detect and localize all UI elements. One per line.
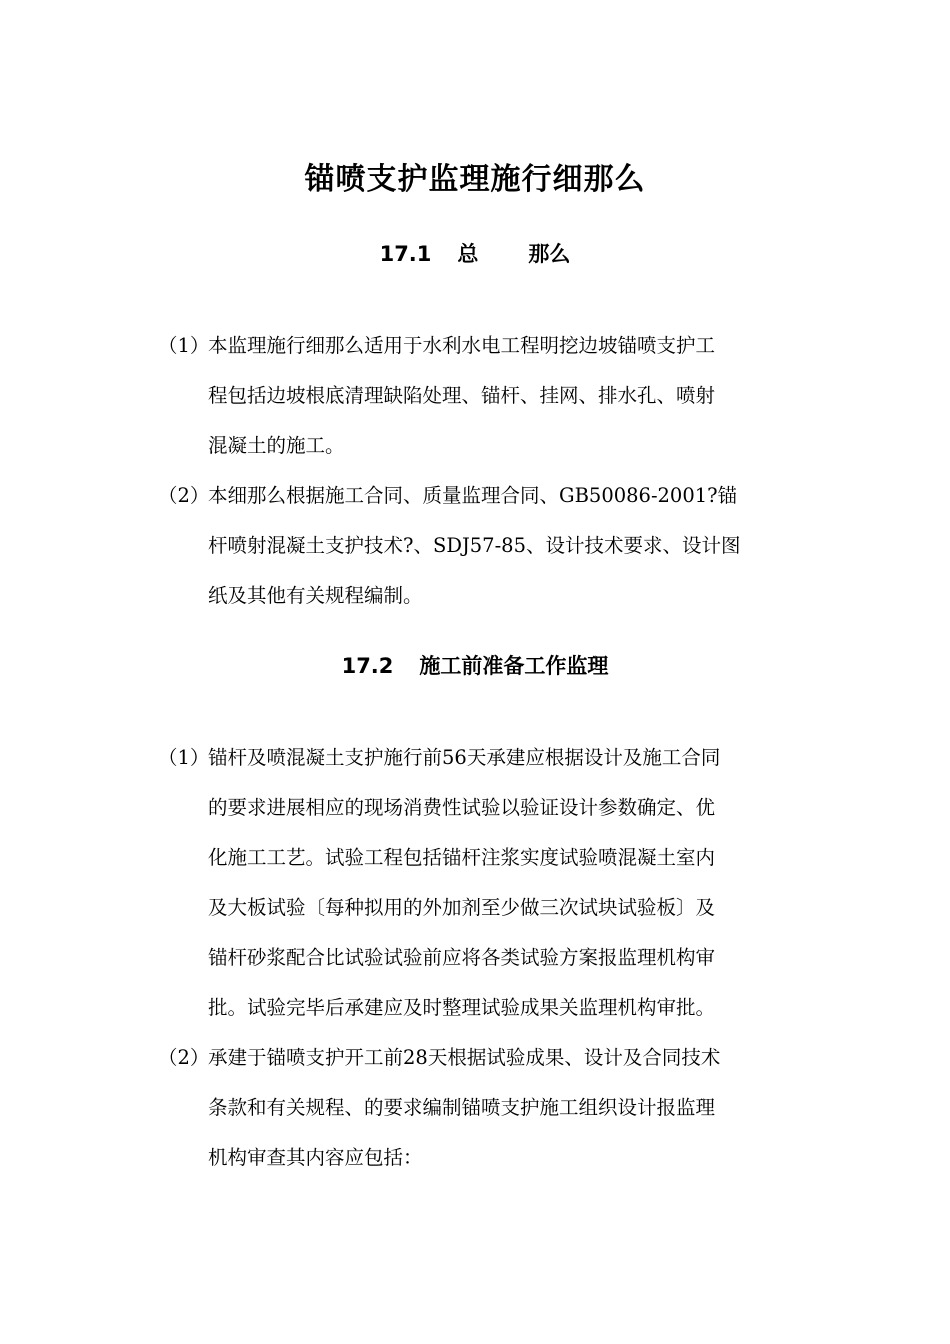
document-title: 锚喷支护监理施行细那么 bbox=[304, 162, 646, 197]
section-number: 17.2 bbox=[341, 654, 394, 678]
section-heading-17-2 bbox=[0, 650, 950, 682]
paragraph-line: 批。试验完毕后承建应及时整理试验成果关监理机构审批。 bbox=[208, 996, 716, 1019]
paragraph-line: 的要求进展相应的现场消费性试验以验证设计参数确定、优 bbox=[208, 796, 716, 819]
paragraph-line: 杆喷射混凝土支护技术?、SDJ57-85、设计技术要求、设计图 bbox=[208, 534, 741, 557]
paragraph-line: 本监理施行细那么适用于水利水电工程明挖边坡锚喷支护工 bbox=[208, 334, 716, 357]
section-heading-part1: 总 bbox=[457, 242, 479, 266]
paragraph-line: 本细那么根据施工合同、质量监理合同、GB50086-2001?锚 bbox=[208, 484, 738, 507]
paragraph-17-2-1 bbox=[158, 733, 808, 1033]
paragraph-line: 承建于锚喷支护开工前28天根据试验成果、设计及合同技术 bbox=[208, 1046, 721, 1069]
list-marker: （1） bbox=[158, 746, 210, 769]
section-heading-text: 施工前准备工作监理 bbox=[419, 654, 609, 678]
paragraph-line: 条款和有关规程、的要求编制锚喷支护施工组织设计报监理 bbox=[208, 1096, 716, 1119]
paragraph-line: 及大板试验〔每种拟用的外加剂至少做三次试块试验板〕及 bbox=[208, 896, 716, 919]
paragraph-17-2-2 bbox=[158, 1033, 808, 1183]
paragraph-line: 化施工工艺。试验工程包括锚杆注浆实度试验喷混凝土室内 bbox=[208, 846, 716, 869]
section-number: 17.1 bbox=[379, 242, 432, 266]
paragraph-line: 程包括边坡根底清理缺陷处理、锚杆、挂网、排水孔、喷射 bbox=[208, 384, 716, 407]
list-marker: （1） bbox=[158, 334, 210, 357]
section-heading-17-1 bbox=[0, 238, 950, 270]
paragraph-line: 锚杆及喷混凝土支护施行前56天承建应根据设计及施工合同 bbox=[208, 746, 721, 769]
paragraph-line: 纸及其他有关规程编制。 bbox=[208, 584, 423, 607]
paragraph-line: 机构审查其内容应包括： bbox=[208, 1146, 423, 1169]
paragraph-line: 混凝土的施工。 bbox=[208, 434, 345, 457]
paragraph-17-1-1 bbox=[158, 321, 808, 471]
paragraph-line: 锚杆砂浆配合比试验试验前应将各类试验方案报监理机构审 bbox=[208, 946, 716, 969]
paragraph-17-1-2 bbox=[158, 471, 808, 621]
list-marker: （2） bbox=[158, 484, 210, 507]
list-marker: （2） bbox=[158, 1046, 210, 1069]
section-heading-part2: 那么 bbox=[528, 242, 571, 266]
